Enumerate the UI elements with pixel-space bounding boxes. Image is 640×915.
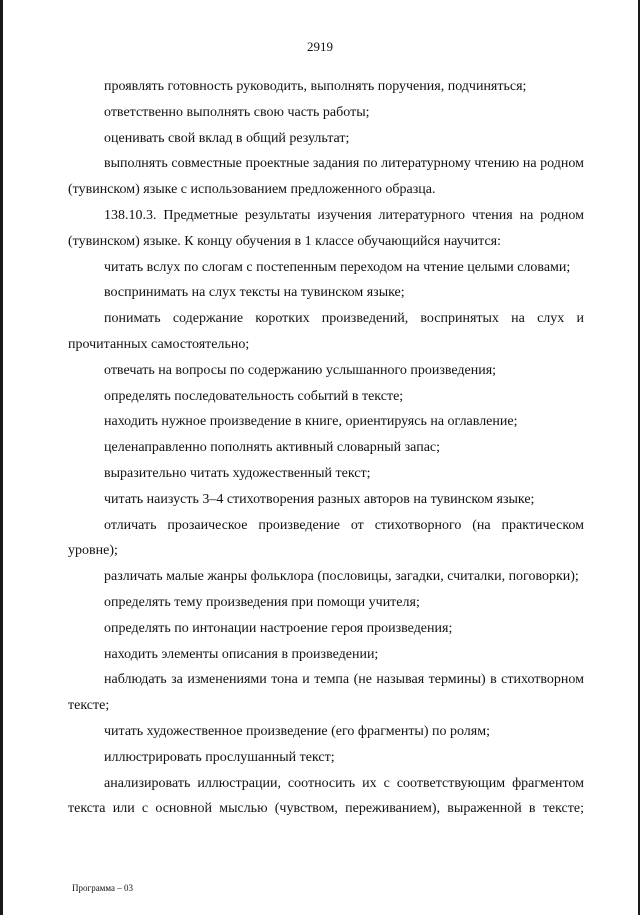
paragraph: находить нужное произведение в книге, ориентируясь на оглавление; xyxy=(104,414,518,430)
paragraph: выразительно читать художественный текст; xyxy=(104,465,371,481)
paragraph: определять по интонации настроение героя произведения; xyxy=(104,620,453,636)
paragraph: находить элементы описания в произведении; xyxy=(104,646,379,662)
paragraph: иллюстрировать прослушанный текст; xyxy=(104,749,335,765)
paragraph: читать художественное произведение (его фрагменты) по ролям; xyxy=(104,723,490,739)
paragraph: оценивать свой вклад в общий результат; xyxy=(104,130,350,146)
paragraph: читать вслух по слогам с постепенным переходом на чтение целыми словами; xyxy=(104,259,571,275)
paragraph: 138.10.3. Предметные результаты изучения литературного чтения на родном (тувинском) языке. К концу обучения в 1 классе обучающийся научится: xyxy=(68,207,584,249)
paragraph: отличать прозаическое произведение от стихотворного (на практическом уровне); xyxy=(68,517,584,559)
scan-edge-left xyxy=(0,0,3,915)
paragraph: определять тему произведения при помощи учителя; xyxy=(104,594,420,610)
paragraph: определять последовательность событий в тексте; xyxy=(104,388,404,404)
paragraph: наблюдать за изменениями тона и темпа (не называя термины) в стихотворном тексте; xyxy=(68,672,584,714)
paragraph: отвечать на вопросы по содержанию услышанного произведения; xyxy=(104,362,497,378)
paragraph: ответственно выполнять свою часть работы; xyxy=(104,104,370,120)
paragraph: выполнять совместные проектные задания по литературному чтению на родном (тувинском) языке с использованием предложенного образца. xyxy=(68,156,584,198)
footer-program-label: Программа – 03 xyxy=(72,883,134,893)
paragraph: различать малые жанры фольклора (пословицы, загадки, считалки, поговорки); xyxy=(104,569,579,585)
paragraph: целенаправленно пополнять активный словарный запас; xyxy=(104,440,441,456)
document-body xyxy=(68,74,584,822)
paragraph: читать наизусть 3–4 стихотворения разных авторов на тувинском языке; xyxy=(104,491,535,507)
paragraph: воспринимать на слух тексты на тувинском языке; xyxy=(104,285,405,301)
paragraph: анализировать иллюстрации, соотносить их с соответствующим фрагментом текста или с основной мыслью (чувством, переживанием), выраженной в тексте; xyxy=(68,775,584,817)
paragraph: понимать содержание коротких произведений, воспринятых на слух и прочитанных самостоятельно; xyxy=(68,311,584,352)
paragraph: проявлять готовность руководить, выполнять поручения, подчиняться; xyxy=(104,79,527,94)
page-number: 2919 xyxy=(307,39,333,54)
